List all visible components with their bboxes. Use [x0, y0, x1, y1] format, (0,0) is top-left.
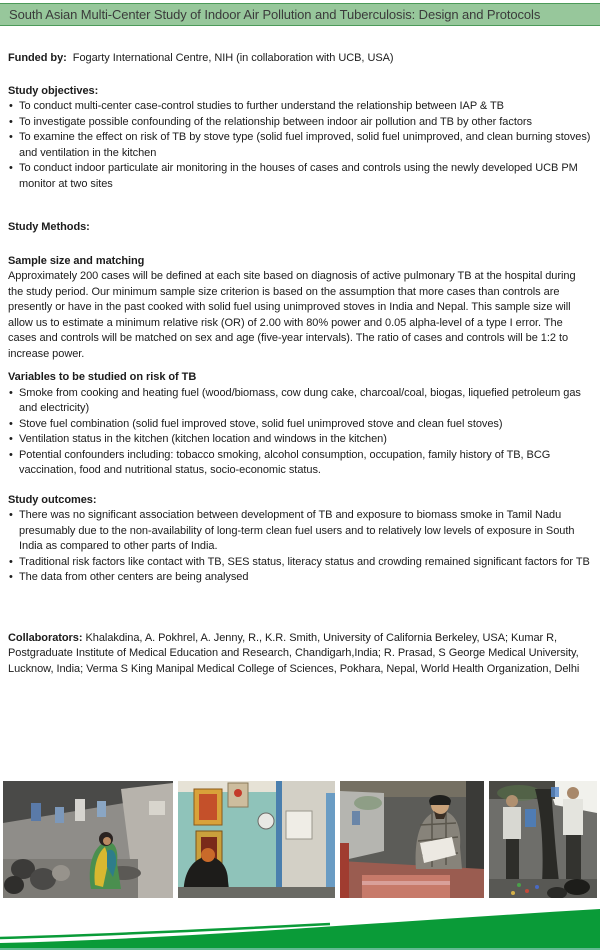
section-variables — [8, 370, 592, 479]
outcome-item: • Traditional risk factors like contact with TB, SES status, literacy status and crowding remained significant factors for TB — [8, 555, 592, 571]
photo-kitchen-interior — [178, 781, 336, 898]
title-bar — [0, 3, 600, 26]
variable-item: • Ventilation status in the kitchen (kitchen location and windows in the kitchen) — [8, 432, 592, 448]
section-study-methods — [8, 220, 592, 236]
collaborators-paragraph — [8, 631, 592, 678]
collaborators-text: Khalakdina, A. Pokhrel, A. Jenny, R., K.R. Smith, University of California Berkeley, USA; Kumar R, Postgraduate Institute of Medical Education and Research, Chandigarh,India; R. Prasad, S George Medical University, Lucknow, India; Verma S King Manipal Medical College of Sciences, Pokhara, Nepal, World Health Organization, Delhi — [8, 631, 580, 675]
photo-field-worker-writing — [340, 781, 484, 898]
funded-by-line — [8, 51, 592, 67]
objective-item: • To investigate possible confounding of the relationship between indoor air pollution and TB by other factors — [8, 115, 592, 131]
variables-list — [8, 386, 592, 479]
variable-item: • Smoke from cooking and heating fuel (wood/biomass, cow dung cake, charcoal/coal, biogas, liquefied petroleum gas and electricity) — [8, 386, 592, 417]
photo-courtyard-cooking — [3, 781, 173, 898]
sample-size-heading: Sample size and matching — [8, 254, 145, 267]
variable-item: • Potential confounders including: tobacco smoking, alcohol consumption, occupation, family history of TB, BCG vaccination, food and nutritional status, socio-economic status. — [8, 448, 592, 479]
study-objectives-list — [8, 99, 592, 192]
study-outcomes-list — [8, 508, 592, 586]
study-outcomes-heading: Study outcomes: — [8, 493, 97, 506]
photo-strip — [3, 781, 597, 898]
outcome-item: • There was no significant association between development of TB and exposure to biomass smoke in Tamil Nadu presumably due to the non-availability of long-term clean fuel users and to relatively low levels of exposure in South India as compared to other parts of India. — [8, 508, 592, 555]
funded-by-text: Fogarty International Centre, NIH (in collaboration with UCB, USA) — [72, 52, 394, 64]
funded-by-label: Funded by: — [8, 52, 67, 64]
variables-heading: Variables to be studied on risk of TB — [8, 371, 197, 383]
objective-item: • To conduct multi-center case-control studies to further understand the relationship between IAP & TB — [8, 99, 592, 115]
study-methods-heading: Study Methods: — [8, 221, 90, 233]
variable-item: • Stove fuel combination (solid fuel improved stove, solid fuel unimproved stove and clean fuel stoves) — [8, 417, 592, 433]
section-study-objectives — [8, 84, 592, 193]
poster-body — [8, 51, 592, 677]
page-title: South Asian Multi-Center Study of Indoor Air Pollution and Tuberculosis: Design and Protocols — [9, 7, 541, 22]
objective-item: • To examine the effect on risk of TB by stove type (solid fuel improved, solid fuel unimproved, and clean burning stoves) and ventilation in the kitchen — [8, 130, 592, 161]
study-objectives-heading: Study objectives: — [8, 84, 99, 97]
collaborators-label: Collaborators: — [8, 631, 83, 644]
section-study-outcomes — [8, 493, 592, 586]
sample-size-paragraph: Approximately 200 cases will be defined at each site based on diagnosis of active pulmonary TB at the hospital during the study period. Our minimum sample size criterion is based on the assumption that more cases than controls are presently or have in the past cooked with solid fuel using unimproved stoves in India and Nepal. This sample size will allow us to estimate a minimum relative risk (OR) of 2.00 with 80% power and 0.05 alpha-level of a type I error. The cases and controls will be matched on sex and age (five-year intervals). The ratio of cases and controls will be 1:2 to increase power. — [8, 270, 576, 360]
objective-item: • To conduct indoor particulate air monitoring in the houses of cases and controls using the newly developed UCB PM monitor at two sites — [8, 161, 592, 192]
footer-swoosh — [0, 895, 600, 950]
photo-researchers-outdoors — [489, 781, 597, 898]
section-sample-size — [8, 254, 592, 363]
outcome-item: • The data from other centers are being analysed — [8, 570, 592, 586]
